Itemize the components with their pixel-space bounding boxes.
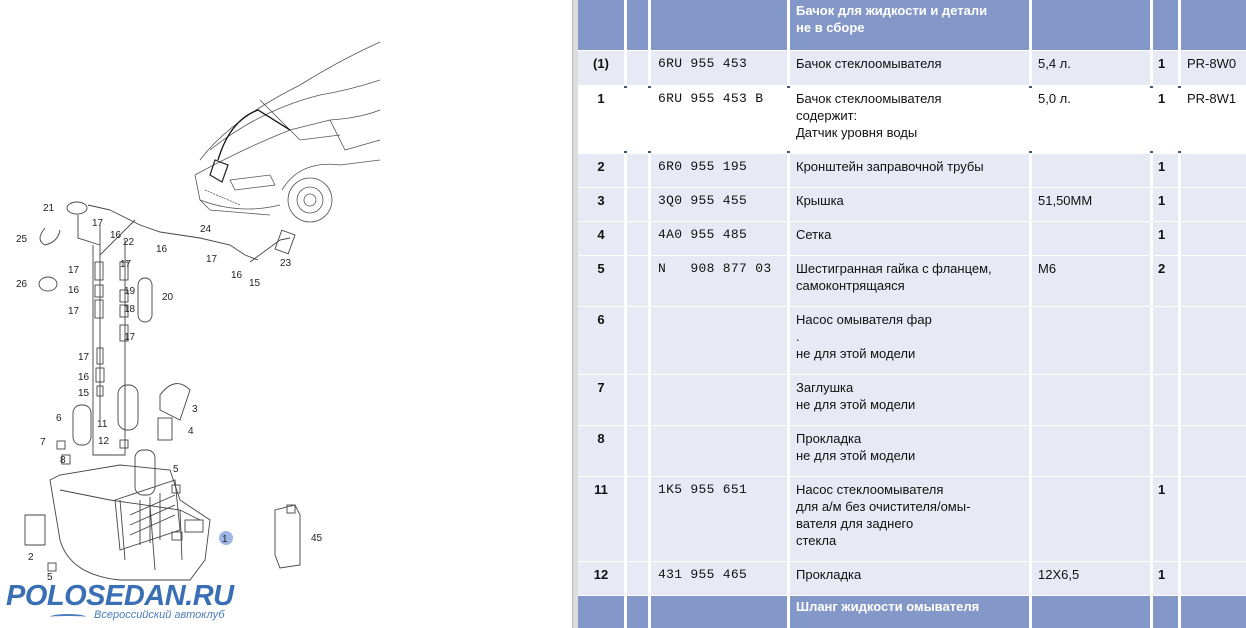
model-code-cell	[1181, 562, 1246, 595]
position-cell: 5	[578, 256, 624, 306]
marker-cell	[627, 51, 648, 85]
marker-cell	[627, 222, 648, 255]
description-cell	[790, 477, 1029, 561]
description-line: Заглушка	[796, 380, 854, 395]
group-header-row[interactable]	[578, 0, 1246, 50]
callout-label[interactable]: 15	[249, 278, 261, 289]
description-cell	[790, 154, 1029, 187]
description-line: Крышка	[796, 193, 844, 208]
description-line: Шестигранная гайка с фланцем,	[796, 261, 992, 276]
description-line: самоконтрящаяся	[796, 278, 905, 293]
callout-label[interactable]: 25	[16, 234, 28, 245]
quantity-cell	[1153, 375, 1178, 425]
table-row[interactable]	[578, 222, 1246, 255]
description-line: Прокладка	[796, 567, 862, 582]
description-cell	[790, 256, 1029, 306]
callout-label[interactable]: 23	[280, 258, 292, 269]
description-line: вателя для заднего	[796, 516, 914, 531]
model-code-cell: PR-8W0	[1181, 51, 1246, 85]
callout-label[interactable]: 20	[162, 292, 174, 303]
logo-brand: POLOSEDAN.RU	[6, 580, 234, 612]
marker-cell	[627, 188, 648, 221]
callout-label[interactable]: 17	[124, 332, 136, 343]
description-line: не для этой модели	[796, 448, 916, 463]
model-code-cell	[1181, 477, 1246, 561]
description-line: Насос стеклоомывателя	[796, 482, 944, 497]
note-cell: M6	[1032, 256, 1150, 306]
description-line: стекла	[796, 533, 837, 548]
part-number-cell: 1K5 955 651	[651, 477, 787, 561]
quantity-cell: 1	[1153, 86, 1178, 153]
description-cell	[790, 375, 1029, 425]
parts-table	[578, 0, 1246, 628]
table-row[interactable]	[578, 562, 1246, 595]
logo-swoosh	[50, 614, 86, 620]
marker-cell	[627, 256, 648, 306]
note-cell: 51,50MM	[1032, 188, 1150, 221]
description-line: не в сборе	[796, 20, 865, 35]
part-number-cell	[651, 0, 787, 50]
callout-label[interactable]: 7	[40, 437, 46, 448]
description-line: Бачок для жидкости и детали	[796, 3, 988, 18]
table-row[interactable]	[578, 307, 1246, 374]
callout-label[interactable]: 17	[68, 265, 80, 276]
note-cell	[1032, 307, 1150, 374]
note-cell	[1032, 375, 1150, 425]
description-line: Бачок стеклоомывателя	[796, 91, 942, 106]
table-row[interactable]	[578, 426, 1246, 476]
callout-label[interactable]: 16	[78, 372, 90, 383]
description-cell	[790, 307, 1029, 374]
callout-label[interactable]: 17	[120, 259, 132, 270]
table-row[interactable]	[578, 375, 1246, 425]
callout-label[interactable]: 12	[98, 436, 110, 447]
callout-label[interactable]: 18	[124, 304, 136, 315]
note-cell	[1032, 477, 1150, 561]
callout-label[interactable]: 8	[60, 455, 66, 466]
callout-label[interactable]: 15	[78, 388, 90, 399]
part-number-cell: 3Q0 955 455	[651, 188, 787, 221]
callout-label[interactable]: 17	[78, 352, 90, 363]
part-number-cell	[651, 307, 787, 374]
position-cell	[578, 596, 624, 628]
part-number-cell: 4A0 955 485	[651, 222, 787, 255]
reservoir-assembly	[25, 384, 300, 580]
quantity-cell: 1	[1153, 154, 1178, 187]
note-cell	[1032, 222, 1150, 255]
part-number-cell: N 908 877 03	[651, 256, 787, 306]
description-cell	[790, 222, 1029, 255]
position-cell	[578, 0, 624, 50]
part-number-cell: 6RU 955 453 B	[651, 86, 787, 153]
model-code-cell	[1181, 596, 1246, 628]
hose-assembly	[39, 202, 295, 455]
description-cell	[790, 188, 1029, 221]
position-cell: 6	[578, 307, 624, 374]
quantity-cell: 1	[1153, 51, 1178, 85]
part-number-cell	[651, 375, 787, 425]
part-number-cell	[651, 596, 787, 628]
callout-labels	[16, 203, 323, 583]
callout-label[interactable]: 16	[156, 244, 168, 255]
marker-cell	[627, 426, 648, 476]
callout-label[interactable]: 16	[68, 285, 80, 296]
callout-label[interactable]: 5	[47, 572, 53, 583]
position-cell: 2	[578, 154, 624, 187]
callout-label[interactable]: 1	[222, 534, 228, 545]
callout-label[interactable]: 17	[206, 254, 218, 265]
part-number-cell: 6RU 955 453	[651, 51, 787, 85]
callout-label[interactable]: 5	[173, 464, 179, 475]
position-cell: 11	[578, 477, 624, 561]
quantity-cell	[1153, 596, 1178, 628]
marker-cell	[627, 307, 648, 374]
description-line: Сетка	[796, 227, 832, 242]
exploded-view-drawing	[0, 0, 572, 628]
quantity-cell	[1153, 426, 1178, 476]
description-line: содержит:	[796, 108, 858, 123]
description-line: Прокладка	[796, 431, 862, 446]
description-cell	[790, 426, 1029, 476]
part-number-cell: 6R0 955 195	[651, 154, 787, 187]
part-number-cell	[651, 426, 787, 476]
callout-label[interactable]: 26	[16, 279, 28, 290]
callout-label[interactable]: 6	[56, 413, 62, 424]
note-cell: 5,0 л.	[1032, 86, 1150, 153]
callout-label[interactable]: 22	[123, 237, 135, 248]
quantity-cell: 1	[1153, 477, 1178, 561]
model-code-cell	[1181, 256, 1246, 306]
marker-cell	[627, 596, 648, 628]
model-code-cell: PR-8W1	[1181, 86, 1246, 153]
description-line: не для этой модели	[796, 346, 916, 361]
note-cell	[1032, 154, 1150, 187]
model-code-cell	[1181, 188, 1246, 221]
callout-label[interactable]: 45	[311, 533, 323, 544]
note-cell	[1032, 426, 1150, 476]
note-cell	[1032, 596, 1150, 628]
description-line: Бачок стеклоомывателя	[796, 56, 942, 71]
position-cell: 1	[578, 86, 624, 153]
model-code-cell	[1181, 222, 1246, 255]
model-code-cell	[1181, 0, 1246, 50]
callout-label[interactable]: 3	[192, 404, 198, 415]
note-cell	[1032, 0, 1150, 50]
callout-label[interactable]: 4	[188, 426, 194, 437]
description-cell	[790, 562, 1029, 595]
parts-diagram	[0, 0, 572, 628]
model-code-cell	[1181, 307, 1246, 374]
description-line: Шланг жидкости омывателя	[796, 599, 980, 614]
callout-label[interactable]: 2	[28, 552, 34, 563]
table-row[interactable]	[578, 477, 1246, 561]
quantity-cell: 1	[1153, 562, 1178, 595]
marker-cell	[627, 477, 648, 561]
description-cell	[790, 86, 1029, 153]
description-cell	[790, 596, 1029, 628]
car-outline	[195, 42, 380, 222]
part-number-cell: 431 955 465	[651, 562, 787, 595]
table-row[interactable]	[578, 188, 1246, 221]
note-cell: 5,4 л.	[1032, 51, 1150, 85]
logo-tagline: Всероссийский автоклуб	[94, 609, 225, 621]
description-line: Насос омывателя фар	[796, 312, 932, 327]
marker-cell	[627, 375, 648, 425]
quantity-cell: 1	[1153, 188, 1178, 221]
position-cell: 7	[578, 375, 624, 425]
model-code-cell	[1181, 375, 1246, 425]
position-cell: 12	[578, 562, 624, 595]
callout-label[interactable]: 21	[43, 203, 55, 214]
callout-label[interactable]: 24	[200, 224, 212, 235]
description-line: Датчик уровня воды	[796, 125, 918, 140]
callout-label[interactable]: 11	[97, 419, 108, 430]
description-cell	[790, 51, 1029, 85]
callout-label[interactable]: 16	[231, 270, 243, 281]
marker-cell	[627, 562, 648, 595]
position-cell: 3	[578, 188, 624, 221]
table-row[interactable]	[578, 256, 1246, 306]
description-line: не для этой модели	[796, 397, 916, 412]
position-cell: 4	[578, 222, 624, 255]
position-cell: 8	[578, 426, 624, 476]
model-code-cell	[1181, 426, 1246, 476]
callout-label[interactable]: 17	[68, 306, 80, 317]
model-code-cell	[1181, 154, 1246, 187]
site-logo	[6, 580, 266, 626]
position-cell: (1)	[578, 51, 624, 85]
description-cell	[790, 0, 1029, 50]
note-cell: 12X6,5	[1032, 562, 1150, 595]
table-row[interactable]	[578, 86, 1246, 153]
callout-label[interactable]: 17	[92, 218, 104, 229]
table-row[interactable]	[578, 51, 1246, 85]
quantity-cell: 1	[1153, 222, 1178, 255]
table-row[interactable]	[578, 154, 1246, 187]
quantity-cell	[1153, 0, 1178, 50]
marker-cell	[627, 154, 648, 187]
callout-label[interactable]: 19	[124, 286, 136, 297]
marker-cell	[627, 0, 648, 50]
quantity-cell	[1153, 307, 1178, 374]
group-header-row[interactable]	[578, 596, 1246, 628]
description-line: Кронштейн заправочной трубы	[796, 159, 984, 174]
callout-label[interactable]: 16	[110, 230, 122, 241]
marker-cell	[627, 86, 648, 153]
quantity-cell: 2	[1153, 256, 1178, 306]
description-line: .	[796, 329, 800, 344]
description-line: для а/м без очистителя/омы-	[796, 499, 971, 514]
